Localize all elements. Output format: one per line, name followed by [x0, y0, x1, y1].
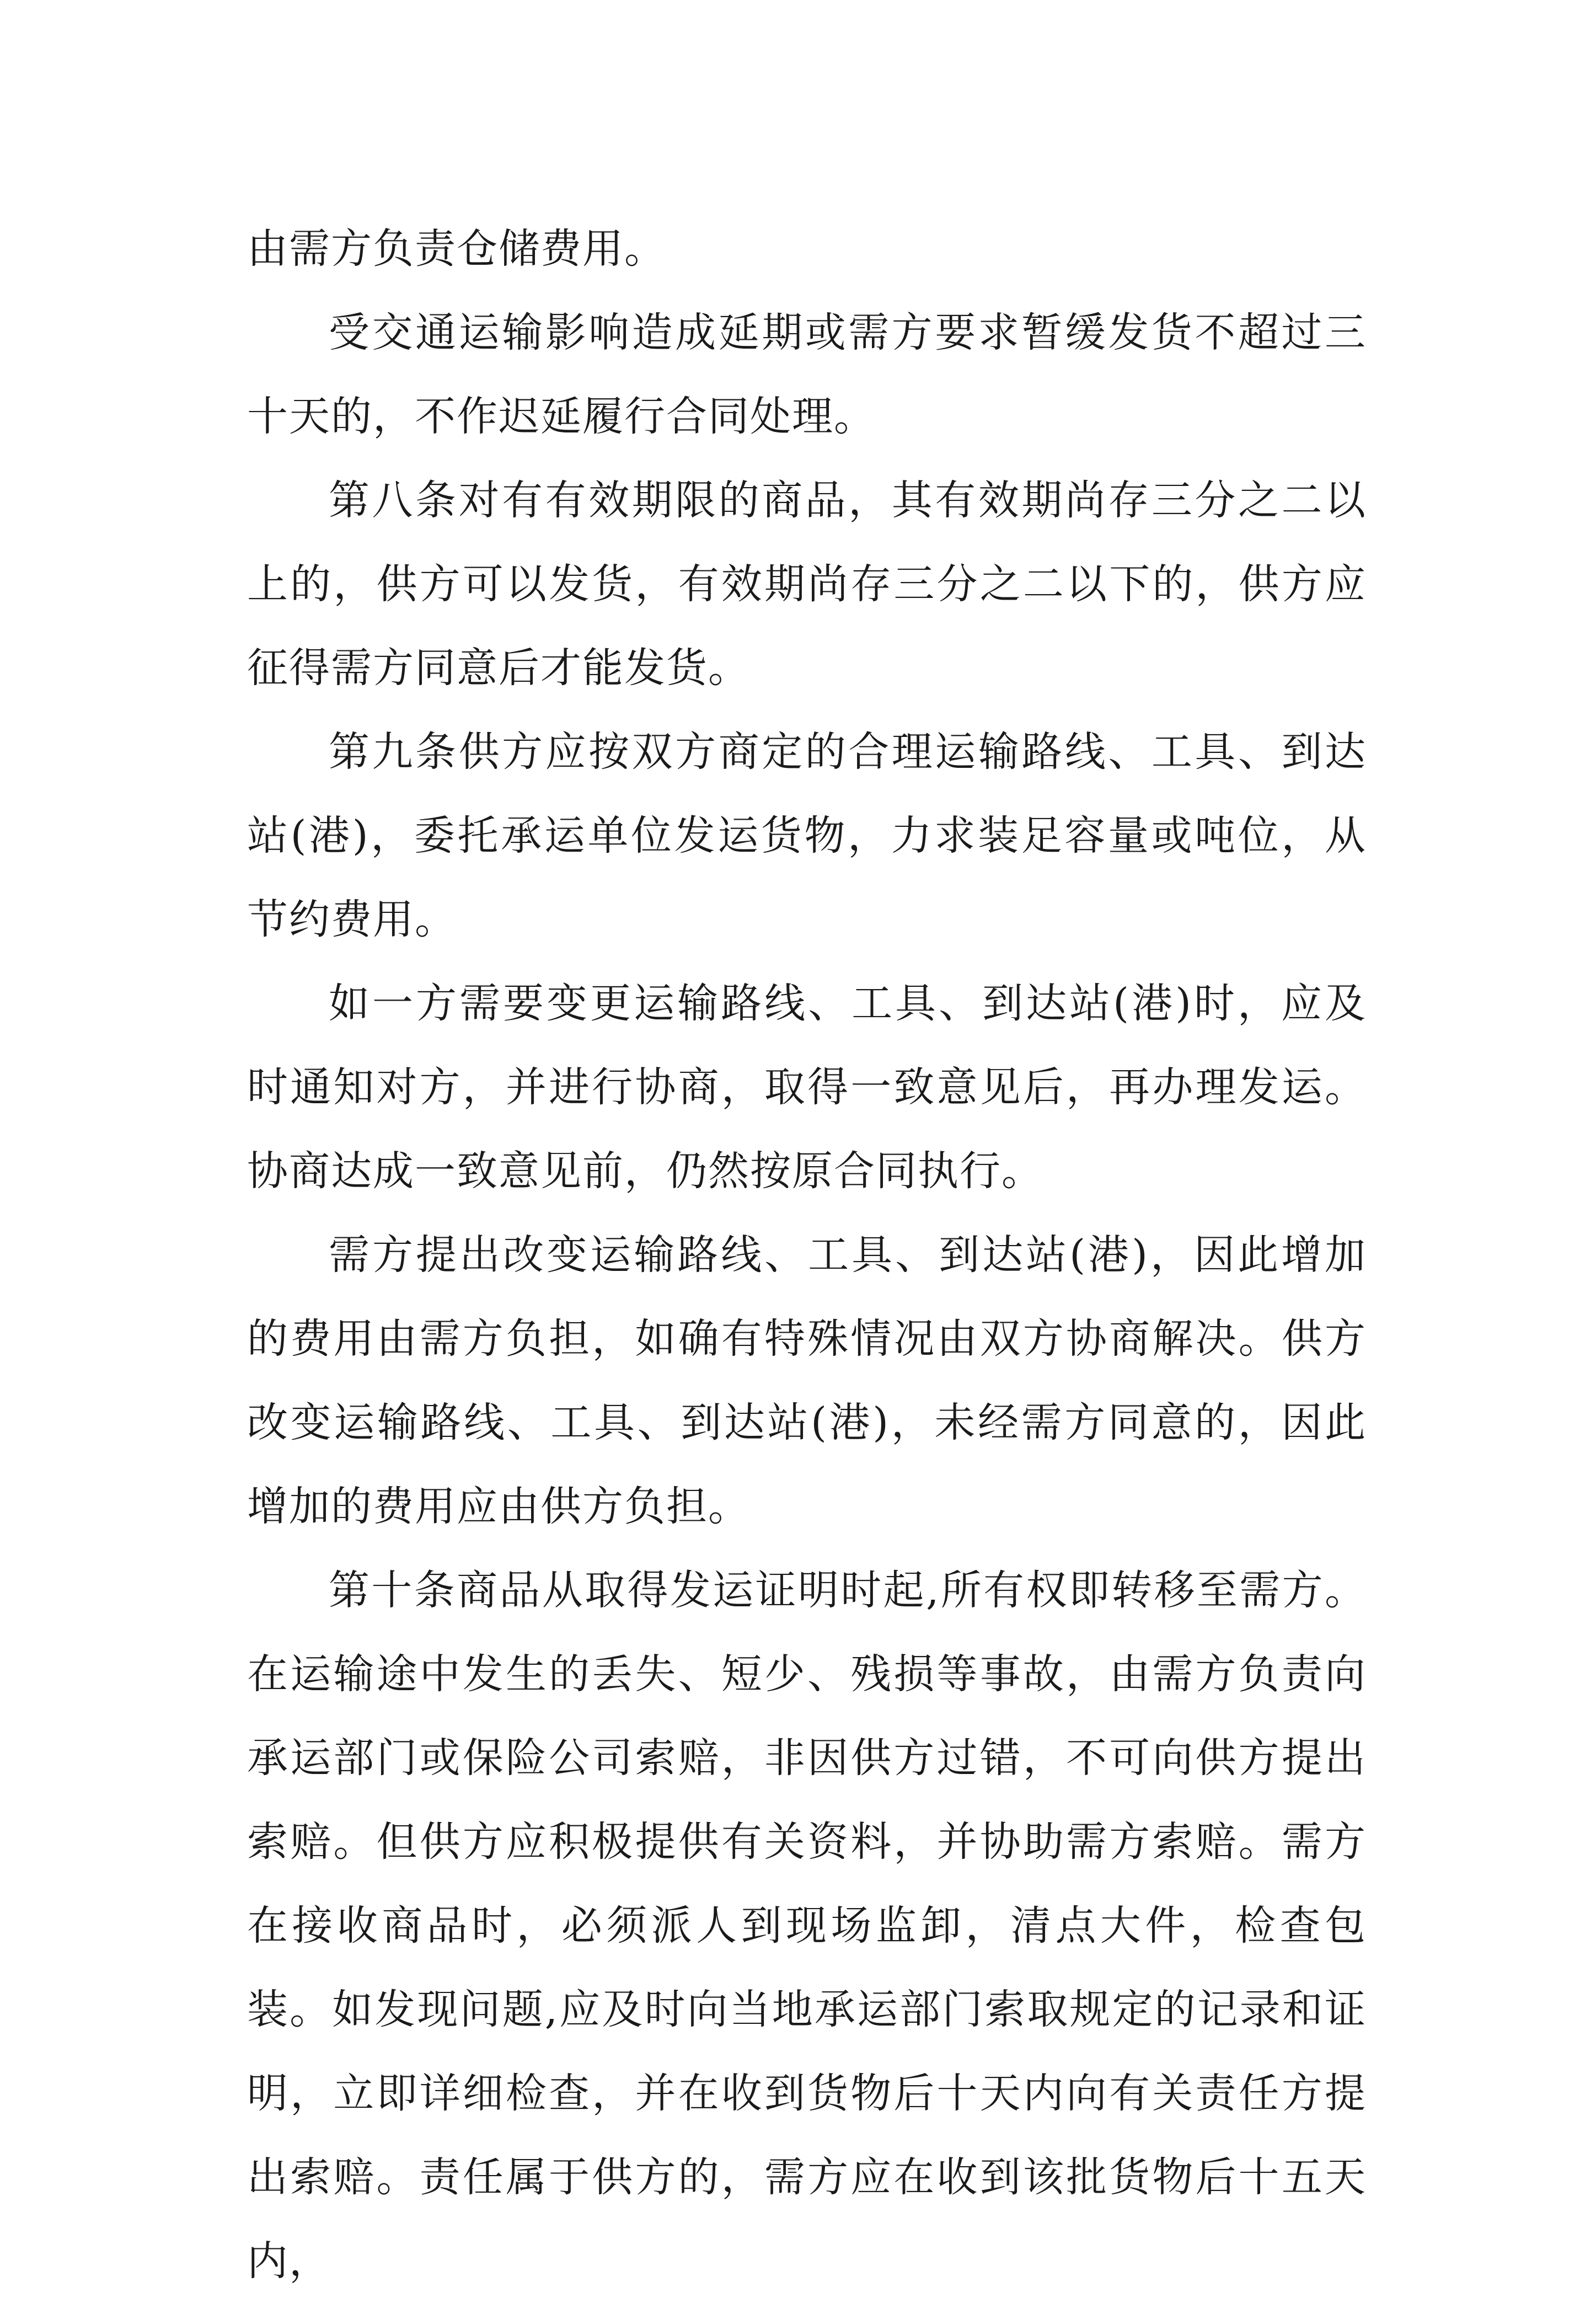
paragraph-transport-delay: 受交通运输影响造成延期或需方要求暂缓发货不超过三十天的，不作迟延履行合同处理。: [247, 309, 1367, 440]
paragraph-continuation: 由需方负责仓储费用。: [247, 225, 666, 272]
paragraph-route-change-costs: 需方提出改变运输路线、工具、到达站(港)，因此增加的费用由需方负担，如确有特殊情况由双方协商解决。供方改变运输路线、工具、到达站(港)，未经需方同意的，因此增加的费用应由供方负担。: [247, 1231, 1367, 1530]
paragraph-article-10: 第十条商品从取得发运证明时起,所有权即转移至需方。在运输途中发生的丢失、短少、残损等事故，由需方负责向承运部门或保险公司索赔，非因供方过错，不可向供方提出索赔。但供方应积极提供有关资料，并协助需方索赔。需方在接收商品时，必须派人到现场监卸，清点大件，检查包装。如发现问题,应及时向当地承运部门索取规定的记录和证明，立即详细检查，并在收到货物后十天内向有关责任方提出索赔。责任属于供方的，需方应在收到该批货物后十五天内，: [247, 1567, 1367, 2285]
paragraph-article-8: 第八条对有有效期限的商品，其有效期尚存三分之二以上的，供方可以发货，有效期尚存三分之二以下的，供方应征得需方同意后才能发货。: [247, 477, 1367, 692]
document-body: [247, 207, 1367, 2303]
paragraph-article-9: 第九条供方应按双方商定的合理运输路线、工具、到达站(港)，委托承运单位发运货物，力求装足容量或吨位，从节约费用。: [247, 728, 1367, 943]
paragraph-route-change: 如一方需要变更运输路线、工具、到达站(港)时，应及时通知对方，并进行协商，取得一致意见后，再办理发运。协商达成一致意见前，仍然按原合同执行。: [247, 980, 1367, 1195]
